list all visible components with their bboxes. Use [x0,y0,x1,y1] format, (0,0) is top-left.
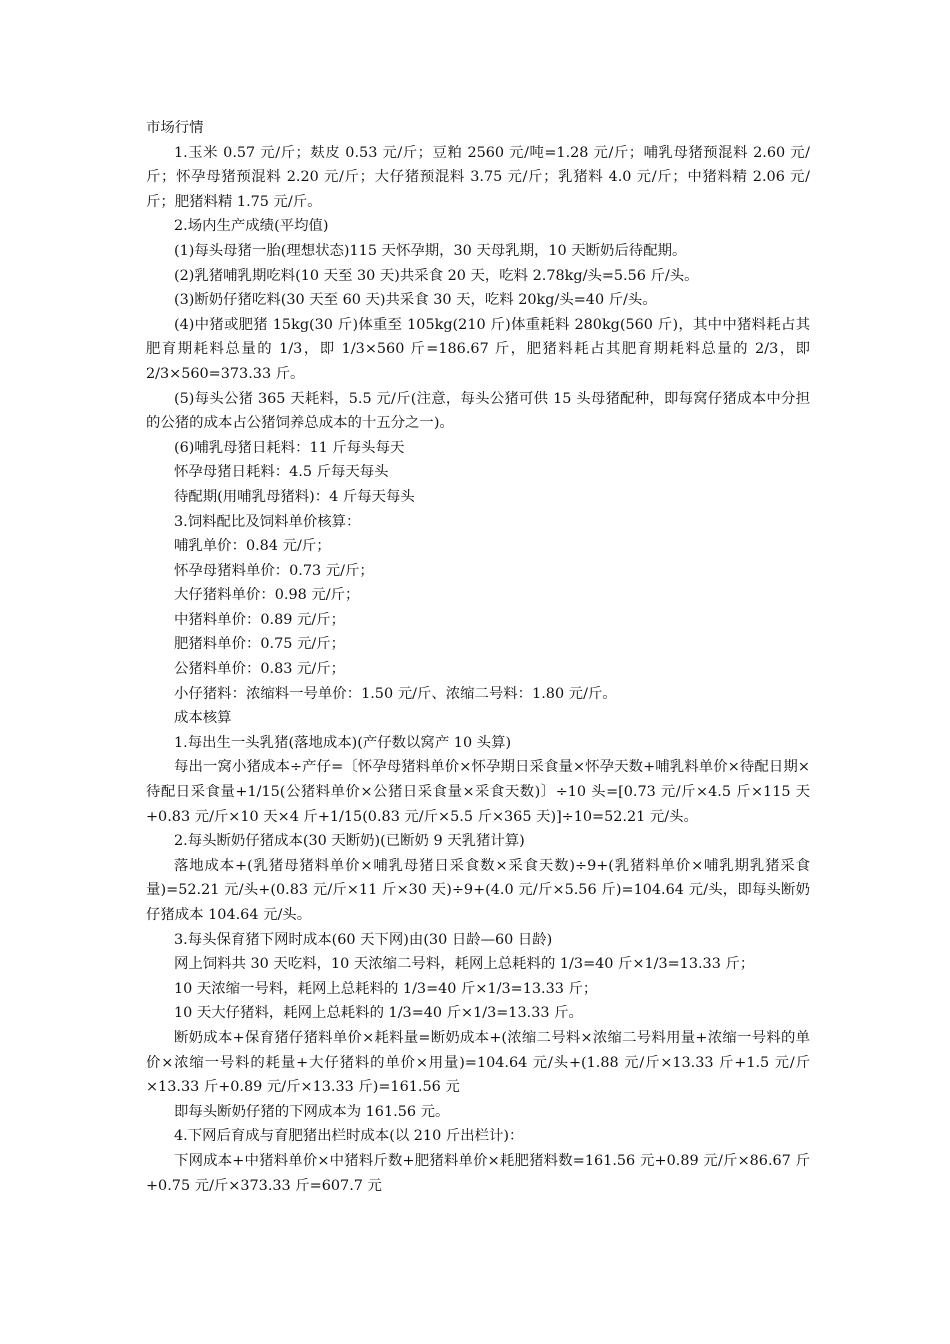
paragraph: (6)哺乳母猪日耗料：11 斤每头每天 [174,439,405,456]
paragraph: 10 天浓缩一号料，耗网上总耗料的 1/3=40 斤×1/3=13.33 斤； [174,980,598,997]
paragraph: 中猪料单价：0.89 元/斤； [174,611,345,628]
paragraph: 每出一窝小猪成本÷产仔=〔怀孕母猪料单价×怀孕期日采食量×怀孕天数+哺乳料单价×待配日期×待配日采食量+1/15(公猪料单价×公猪日采食量×采食天数)〕÷10 头=[0.73 元/斤×4.5 斤×115 天+0.83 元/斤×10 天×4 斤+1/15(0.83 元/斤×5.5 斤×365 天)]÷10=52.21 元/头。 [146,759,810,825]
paragraph: 1.每出生一头乳猪(落地成本)(产仔数以窝产 10 头算) [174,734,512,751]
paragraph: 公猪料单价：0.83 元/斤； [174,661,345,678]
paragraph: 成本核算 [174,710,232,727]
paragraph: 肥猪料单价：0.75 元/斤； [174,636,345,653]
paragraph: 落地成本+(乳猪母猪料单价×哺乳母猪日采食数×采食天数)÷9+(乳猪料单价×哺乳期乳猪采食量)=52.21 元/头+(0.83 元/斤×11 斤×30 天)÷9+(4.0 元/斤×5.56 斤)=104.64 元/头，即每头断奶仔猪成本 104.64 元/头。 [146,857,810,923]
paragraph: 2.场内生产成绩(平均值) [174,218,329,235]
paragraph: (2)乳猪哺乳期吃料(10 天至 30 天)共采食 20 天，吃料 2.78kg/头=5.56 斤/头。 [174,267,699,284]
paragraph: 网上饲料共 30 天吃料，10 天浓缩二号料，耗网上总耗料的 1/3=40 斤×1/3=13.33 斤； [174,956,755,973]
paragraph: 怀孕母猪日耗料：4.5 斤每天每头 [174,464,389,481]
section-heading: 市场行情 [146,120,204,136]
paragraph: (1)每头母猪一胎(理想状态)115 天怀孕期，30 天母乳期，10 天断奶后待配期。 [174,242,687,259]
paragraph: 下网成本+中猪料单价×中猪料斤数+肥猪料单价×耗肥猪料数=161.56 元+0.89 元/斤×86.67 斤+0.75 元/斤×373.33 斤=607.7 元 [146,1152,810,1194]
paragraph: (5)每头公猪 365 天耗料，5.5 元/斤(注意，每头公猪可供 15 头母猪配种，即每窝仔猪成本中分担的公猪的成本占公猪饲养总成本的十五分之一)。 [146,390,810,432]
paragraph: 断奶成本+保育猪仔猪料单价×耗料量=断奶成本+(浓缩二号料×浓缩二号料用量+浓缩一号料的单价×浓缩一号料的耗量+大仔猪料的单价×用量)=104.64 元/头+(1.88 元/斤×13.33 斤+1.5 元/斤×13.33 斤+0.89 元/斤×13.33 斤)=161.56 元 [146,1029,810,1096]
paragraph: 待配期(用哺乳母猪料)：4 斤每天每头 [174,488,415,505]
paragraph: 小仔猪料：浓缩料一号单价：1.50 元/斤、浓缩二号料：1.80 元/斤。 [174,685,617,702]
document-page [146,116,810,1198]
paragraph: (4)中猪或肥猪 15kg(30 斤)体重至 105kg(210 斤)体重耗料 280kg(560 斤)，其中中猪料耗占其肥育期耗料总量的 1/3，即 1/3×560 斤=186.67 斤，肥猪料耗占其肥育期耗料总量的 2/3，即 2/3×560=373.33 斤。 [146,316,810,382]
paragraph: 10 天大仔猪料，耗网上总耗料的 1/3=40 斤×1/3=13.33 斤。 [174,1005,583,1022]
paragraph: 大仔猪料单价：0.98 元/斤； [174,587,360,604]
paragraph: 2.每头断奶仔猪成本(30 天断奶)(已断奶 9 天乳猪计算) [174,833,525,850]
paragraph: 即每头断奶仔猪的下网成本为 161.56 元。 [174,1103,450,1120]
paragraph: 1.玉米 0.57 元/斤；麸皮 0.53 元/斤；豆粕 2560 元/吨=1.28 元/斤；哺乳母猪预混料 2.60 元/斤；怀孕母猪预混料 2.20 元/斤；大仔猪预混料 3.75 元/斤；乳猪料 4.0 元/斤；中猪料精 2.06 元/斤；肥猪料精 1.75 元/斤。 [146,144,810,210]
paragraph: 哺乳单价：0.84 元/斤； [174,538,331,555]
paragraph: 3.每头保育猪下网时成本(60 天下网)由(30 日龄—60 日龄) [174,931,553,948]
paragraph: 3.饲料配比及饲料单价核算： [174,513,361,530]
paragraph: 4.下网后育成与育肥猪出栏时成本(以 210 斤出栏计)： [174,1128,524,1145]
paragraph: (3)断奶仔猪吃料(30 天至 60 天)共采食 30 天，吃料 20kg/头=40 斤/头。 [174,292,657,309]
paragraph: 怀孕母猪料单价：0.73 元/斤； [174,562,374,579]
